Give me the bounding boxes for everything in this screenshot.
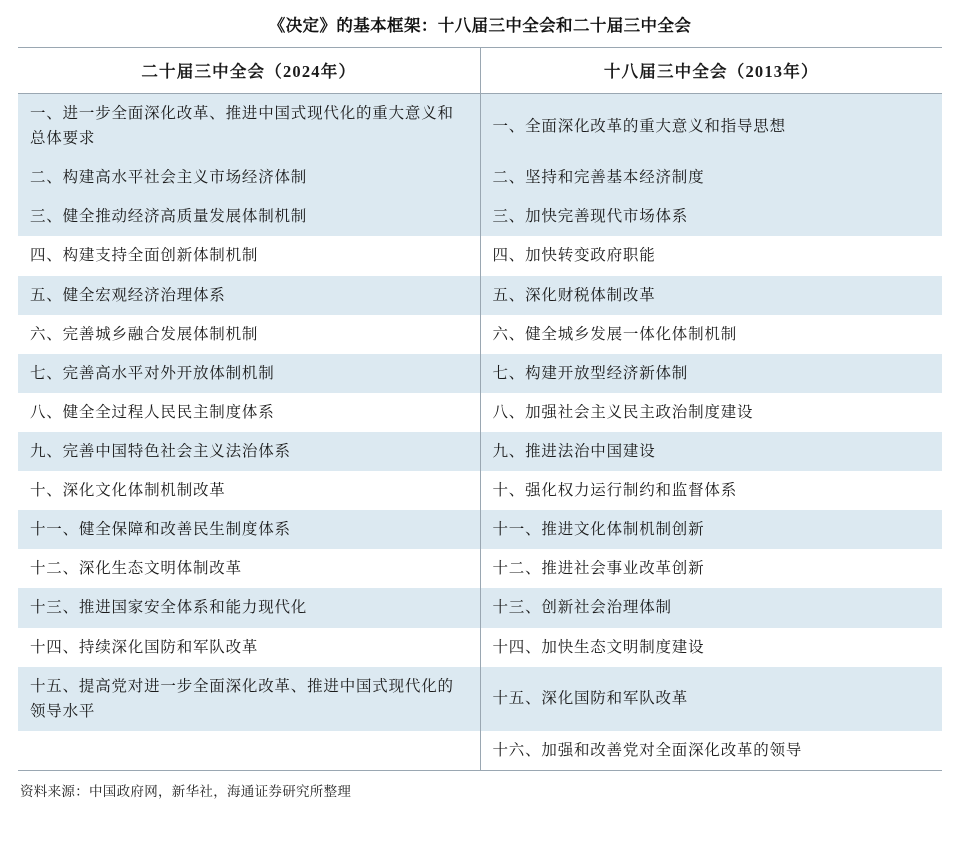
column-header-2024: 二十届三中全会（2024年） (18, 48, 480, 94)
cell-left: 十五、提高党对进一步全面深化改革、推进中国式现代化的领导水平 (18, 667, 480, 731)
cell-left: 二、构建高水平社会主义市场经济体制 (18, 158, 480, 197)
table-row (18, 432, 942, 471)
cell-right: 十六、加强和改善党对全面深化改革的领导 (480, 731, 942, 770)
table-row (18, 471, 942, 510)
cell-left: 十三、推进国家安全体系和能力现代化 (18, 588, 480, 627)
table-row (18, 197, 942, 236)
cell-right: 七、构建开放型经济新体制 (480, 354, 942, 393)
table-row (18, 731, 942, 770)
cell-left: 七、完善高水平对外开放体制机制 (18, 354, 480, 393)
cell-right: 十一、推进文化体制机制创新 (480, 510, 942, 549)
cell-right: 十三、创新社会治理体制 (480, 588, 942, 627)
table-row (18, 236, 942, 275)
comparison-table (18, 48, 942, 770)
table-row (18, 510, 942, 549)
cell-left: 四、构建支持全面创新体制机制 (18, 236, 480, 275)
table-row (18, 354, 942, 393)
cell-right: 九、推进法治中国建设 (480, 432, 942, 471)
table-row (18, 588, 942, 627)
table-row (18, 667, 942, 731)
cell-right: 六、健全城乡发展一体化体制机制 (480, 315, 942, 354)
table-body (18, 94, 942, 770)
page-title: 《决定》的基本框架：十八届三中全会和二十届三中全会 (268, 16, 692, 35)
table-row (18, 94, 942, 159)
table-row (18, 628, 942, 667)
cell-left: 十一、健全保障和改善民生制度体系 (18, 510, 480, 549)
cell-right: 十二、推进社会事业改革创新 (480, 549, 942, 588)
cell-left: 十、深化文化体制机制改革 (18, 471, 480, 510)
table-row (18, 549, 942, 588)
cell-left: 十四、持续深化国防和军队改革 (18, 628, 480, 667)
table-row (18, 393, 942, 432)
table-row (18, 276, 942, 315)
table-row (18, 158, 942, 197)
cell-left-empty (18, 731, 480, 770)
table-row (18, 315, 942, 354)
cell-left: 一、进一步全面深化改革、推进中国式现代化的重大意义和总体要求 (18, 94, 480, 159)
cell-right: 五、深化财税体制改革 (480, 276, 942, 315)
cell-right: 四、加快转变政府职能 (480, 236, 942, 275)
cell-right: 十五、深化国防和军队改革 (480, 667, 942, 731)
cell-right: 一、全面深化改革的重大意义和指导思想 (480, 94, 942, 159)
cell-left: 五、健全宏观经济治理体系 (18, 276, 480, 315)
cell-right: 二、坚持和完善基本经济制度 (480, 158, 942, 197)
table-header-row (18, 48, 942, 94)
cell-left: 六、完善城乡融合发展体制机制 (18, 315, 480, 354)
column-header-2013: 十八届三中全会（2013年） (480, 48, 942, 94)
source-note: 资料来源：中国政府网，新华社，海通证券研究所整理 (20, 783, 352, 799)
cell-right: 八、加强社会主义民主政治制度建设 (480, 393, 942, 432)
cell-left: 八、健全全过程人民民主制度体系 (18, 393, 480, 432)
cell-left: 三、健全推动经济高质量发展体制机制 (18, 197, 480, 236)
cell-left: 九、完善中国特色社会主义法治体系 (18, 432, 480, 471)
cell-right: 十四、加快生态文明制度建设 (480, 628, 942, 667)
cell-left: 十二、深化生态文明体制改革 (18, 549, 480, 588)
cell-right: 十、强化权力运行制约和监督体系 (480, 471, 942, 510)
cell-right: 三、加快完善现代市场体系 (480, 197, 942, 236)
